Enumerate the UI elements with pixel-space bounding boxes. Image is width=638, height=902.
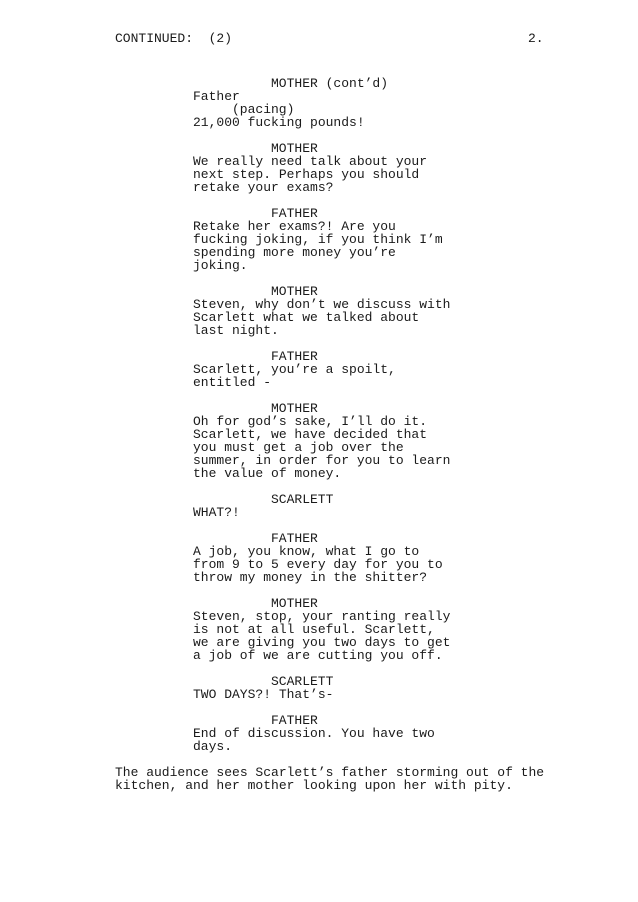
dialogue-block <box>0 142 638 194</box>
character-name: MOTHER <box>271 141 318 156</box>
continued-header: CONTINUED: (2) <box>115 31 233 46</box>
dialogue-block <box>0 77 638 129</box>
dialogue-line: 21,000 fucking pounds! <box>193 115 365 130</box>
character-name: FATHER <box>271 206 318 221</box>
character-name: MOTHER <box>271 401 318 416</box>
dialogue-block <box>0 402 638 480</box>
dialogue-line: We really need talk about your next step. Perhaps you should retake your exams? <box>193 154 428 195</box>
dialogue-line: Steven, stop, your ranting really is not at all useful. Scarlett, we are giving you two days to get a job of we are cutting you off. <box>193 609 451 663</box>
character-name: FATHER <box>271 713 318 728</box>
dialogue-line: Father <box>193 89 240 104</box>
screenplay-body <box>0 77 638 792</box>
dialogue-line: WHAT?! <box>193 505 240 520</box>
dialogue-block <box>0 285 638 337</box>
character-name: MOTHER <box>271 284 318 299</box>
dialogue-line: A job, you know, what I go to from 9 to 5 every day for you to throw my money in the shitter? <box>193 544 443 585</box>
character-name: MOTHER <box>271 596 318 611</box>
page-number: 2. <box>528 31 544 46</box>
dialogue-line: End of discussion. You have two days. <box>193 726 435 754</box>
character-name: FATHER <box>271 531 318 546</box>
dialogue-block <box>0 350 638 389</box>
dialogue-block <box>0 597 638 662</box>
dialogue-line: Oh for god’s sake, I’ll do it. Scarlett, we have decided that you must get a job over the summer, in order for you to learn the value of money. <box>193 414 451 481</box>
dialogue-block <box>0 714 638 753</box>
character-name: SCARLETT <box>271 674 334 689</box>
character-name: FATHER <box>271 349 318 364</box>
dialogue-block <box>0 207 638 272</box>
character-name: MOTHER (cont’d) <box>271 76 389 91</box>
dialogue-block <box>0 532 638 584</box>
parenthetical: (pacing) <box>232 102 295 117</box>
dialogue-line: Scarlett, you’re a spoilt, entitled - <box>193 362 396 390</box>
dialogue-line: Steven, why don’t we discuss with Scarlett what we talked about last night. <box>193 297 451 338</box>
dialogue-block <box>0 675 638 701</box>
dialogue-line: Retake her exams?! Are you fucking joking, if you think I’m spending more money you’re joking. <box>193 219 443 273</box>
dialogue-block <box>0 493 638 519</box>
dialogue-line: TWO DAYS?! That’s- <box>193 687 334 702</box>
action-description: The audience sees Scarlett’s father storming out of the kitchen, and her mother looking upon her with pity. <box>115 765 545 793</box>
character-name: SCARLETT <box>271 492 334 507</box>
